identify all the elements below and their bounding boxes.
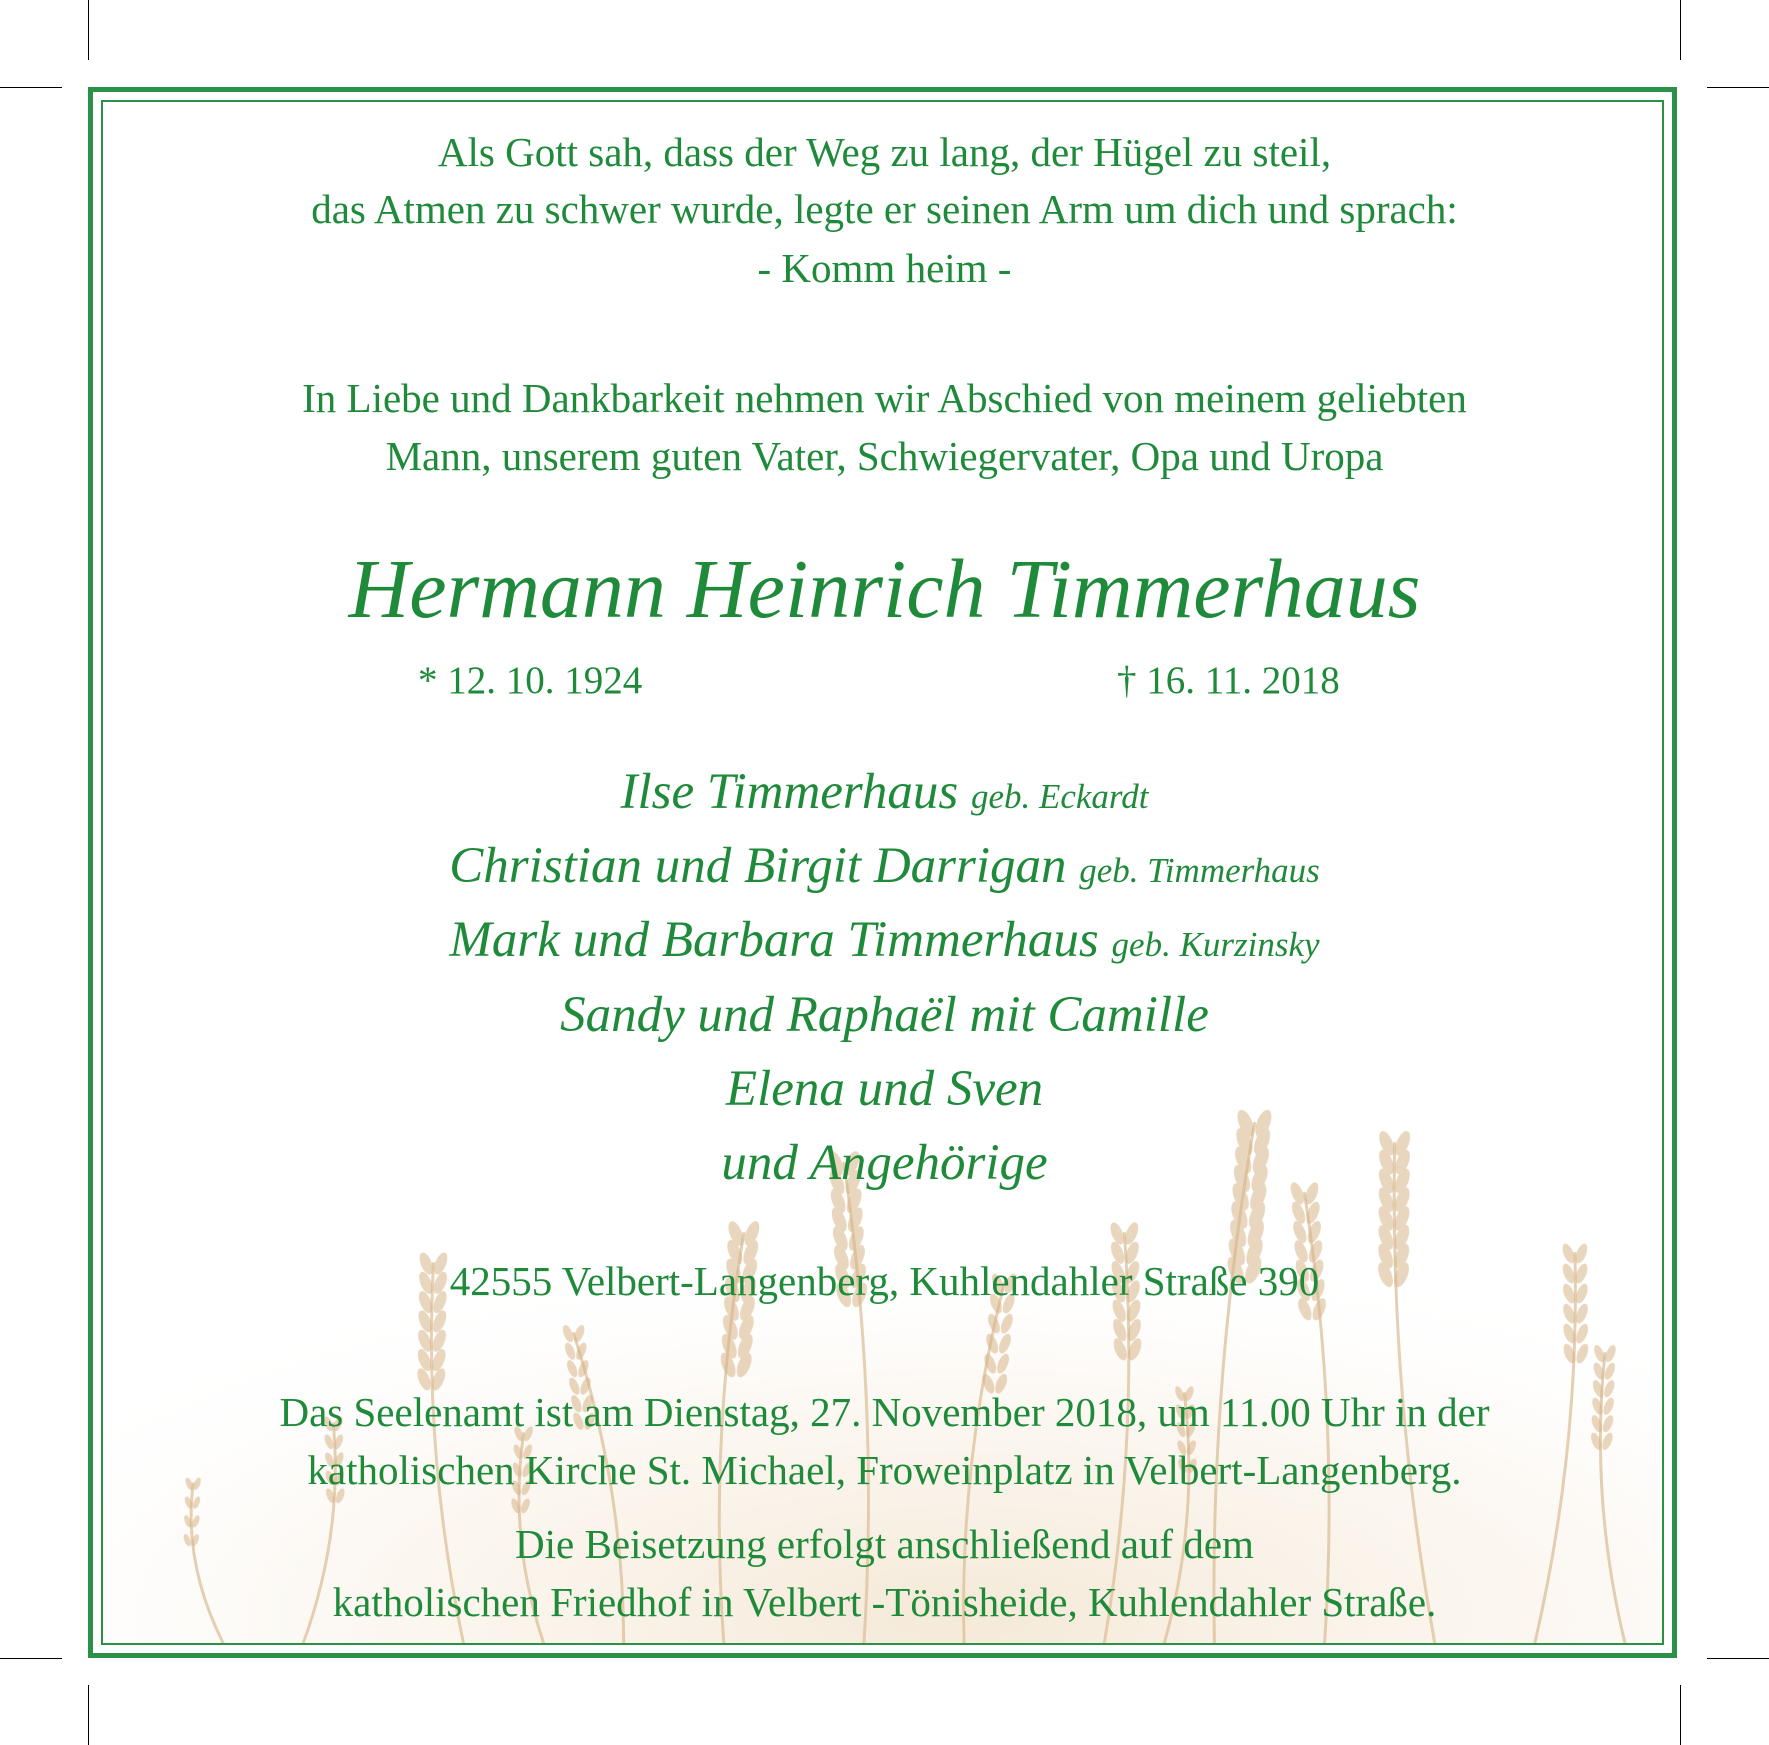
mourner-line	[0, 762, 1769, 827]
address: 42555 Velbert-Langenberg, Kuhlendahler Straße 390	[449, 1258, 1320, 1304]
mourner-name: Elena und Sven	[725, 1061, 1044, 1117]
motto-line-2: das Atmen zu schwer wurde, legte er seinen Arm um dich und sprach:	[311, 186, 1458, 232]
mourner-name: und Angehörige	[721, 1135, 1048, 1191]
service-line-1: Das Seelenamt ist am Dienstag, 27. November 2018, um 11.00 Uhr in der	[279, 1389, 1490, 1435]
deceased-name: Hermann Heinrich Timmerhaus	[348, 543, 1421, 636]
intro-line-2: Mann, unserem guten Vater, Schwiegervater, Opa und Uropa	[385, 433, 1384, 479]
mourner-name: Sandy und Raphaël mit Camille	[560, 987, 1209, 1043]
mourner-line	[0, 985, 1769, 1045]
mourner-name: Mark und Barbara Timmerhaus	[449, 912, 1099, 968]
burial-line-2: katholischen Friedhof in Velbert -Tönisheide, Kuhlendahler Straße.	[332, 1579, 1437, 1625]
mourner-name: Ilse Timmerhaus	[620, 764, 959, 820]
motto-line-1: Als Gott sah, dass der Weg zu lang, der Hügel zu steil,	[437, 129, 1332, 175]
mourner-nee: geb. Timmerhaus	[1079, 851, 1320, 890]
mourner-name: Christian und Birgit Darrigan	[449, 838, 1067, 894]
motto-line-3: - Komm heim -	[757, 245, 1012, 291]
intro-line-1: In Liebe und Dankbarkeit nehmen wir Abschied von meinem geliebten	[302, 375, 1467, 421]
birth-date: * 12. 10. 1924	[418, 659, 643, 702]
mourner-line	[0, 836, 1769, 901]
mourner-line	[0, 1059, 1769, 1119]
mourner-line	[0, 1133, 1769, 1193]
mourner-line	[0, 910, 1769, 975]
mourner-nee: geb. Kurzinsky	[1111, 925, 1320, 964]
service-line-2: katholischen Kirche St. Michael, Froweinplatz in Velbert-Langenberg.	[307, 1447, 1462, 1493]
burial-line-1: Die Beisetzung erfolgt anschließend auf dem	[515, 1521, 1254, 1567]
mourner-nee: geb. Eckardt	[970, 777, 1149, 816]
death-date: † 16. 11. 2018	[1117, 659, 1340, 702]
